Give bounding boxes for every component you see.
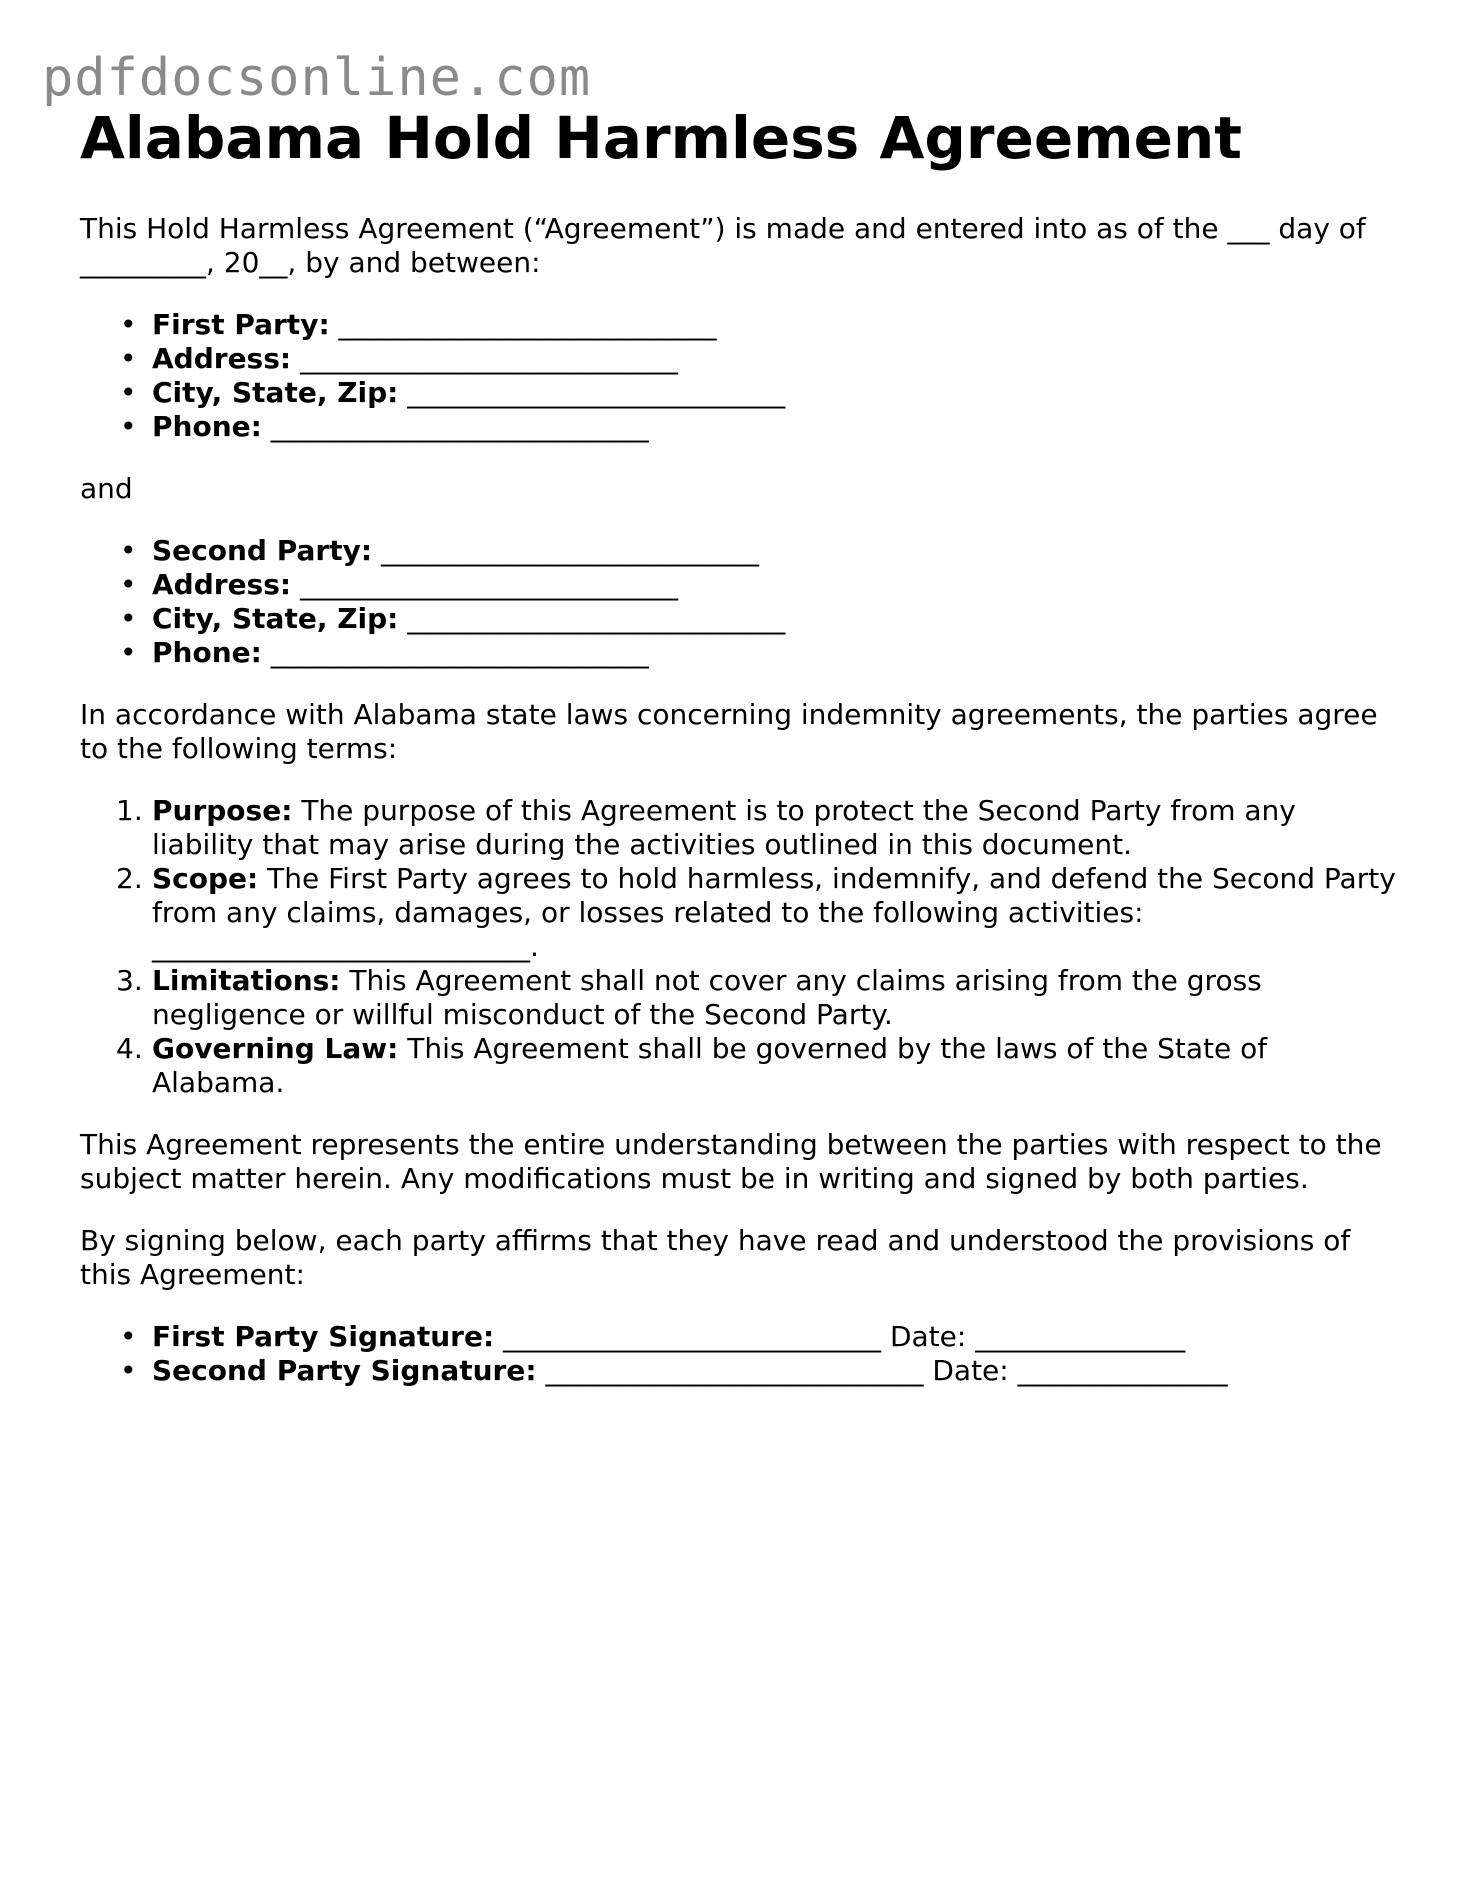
- field-blank[interactable]: ___________________________: [407, 376, 786, 409]
- second-party-city-field: [80, 602, 1400, 636]
- term-label: Governing Law:: [152, 1032, 399, 1065]
- field-blank[interactable]: ___________________________: [407, 602, 786, 635]
- date-label: Date:: [932, 1354, 1009, 1387]
- term-number: 1.: [116, 794, 143, 827]
- date-blank[interactable]: _______________: [975, 1320, 1186, 1353]
- term-number: 3.: [116, 964, 143, 997]
- signature-label: First Party Signature:: [152, 1320, 495, 1353]
- second-party-phone-field: [80, 636, 1400, 670]
- second-party-signature-line: [80, 1354, 1400, 1388]
- term-purpose: [80, 794, 1400, 862]
- date-blank[interactable]: _______________: [1017, 1354, 1228, 1387]
- term-scope: [80, 862, 1400, 964]
- first-party-name-field: [80, 308, 1400, 342]
- field-label: First Party:: [152, 308, 330, 341]
- field-label: Phone:: [152, 410, 262, 443]
- watermark-text: pdfdocsonline.com: [42, 48, 592, 108]
- first-party-phone-field: [80, 410, 1400, 444]
- field-label: Address:: [152, 568, 292, 601]
- signing-intro: By signing below, each party affirms that they have read and understood the provisions of this Agreement:: [80, 1224, 1351, 1291]
- terms-list: [80, 794, 1400, 1100]
- term-label: Scope:: [152, 862, 259, 895]
- term-text: The purpose of this Agreement is to protect the Second Party from any liability that may arise during the activities outlined in this document.: [152, 794, 1296, 861]
- first-party-city-field: [80, 376, 1400, 410]
- document-title: Alabama Hold Harmless Agreement: [80, 104, 1242, 172]
- field-blank[interactable]: ___________________________: [338, 308, 717, 341]
- intro-paragraph: This Hold Harmless Agreement (“Agreement”) is made and entered into as of the ___ day of _________, 20__, by and between:: [80, 212, 1366, 279]
- first-party-fields: [80, 308, 1400, 444]
- first-party-address-field: [80, 342, 1400, 376]
- and-text: and: [80, 472, 133, 505]
- first-party-signature-line: [80, 1320, 1400, 1354]
- term-governing-law: [80, 1032, 1400, 1100]
- term-text: This Agreement shall not cover any claims arising from the gross negligence or willful misconduct of the Second Party.: [152, 964, 1262, 1031]
- signature-blank[interactable]: ___________________________: [545, 1354, 924, 1387]
- term-label: Purpose:: [152, 794, 293, 827]
- term-label: Limitations:: [152, 964, 341, 997]
- signature-lines: [80, 1320, 1400, 1388]
- field-label: Address:: [152, 342, 292, 375]
- term-text: This Agreement shall be governed by the laws of the State of Alabama.: [152, 1032, 1268, 1099]
- term-limitations: [80, 964, 1400, 1032]
- signature-label: Second Party Signature:: [152, 1354, 537, 1387]
- field-blank[interactable]: ___________________________: [380, 534, 759, 567]
- field-label: City, State, Zip:: [152, 376, 399, 409]
- field-label: City, State, Zip:: [152, 602, 399, 635]
- date-label: Date:: [889, 1320, 967, 1353]
- term-number: 2.: [116, 862, 143, 895]
- field-blank[interactable]: ___________________________: [270, 636, 649, 669]
- second-party-name-field: [80, 534, 1400, 568]
- field-blank[interactable]: ___________________________: [300, 342, 678, 375]
- field-label: Second Party:: [152, 534, 373, 567]
- entire-agreement-paragraph: This Agreement represents the entire understanding between the parties with respect to the subject matter herein. Any modifications must be in writing and signed by both parties.: [80, 1128, 1382, 1195]
- document-page: [80, 100, 1400, 1388]
- terms-intro: In accordance with Alabama state laws concerning indemnity agreements, the parties agree to the following terms:: [80, 698, 1378, 765]
- term-text: The First Party agrees to hold harmless, indemnify, and defend the Second Party from any claims, damages, or losses related to the following activities: ___________________________.: [152, 862, 1396, 963]
- field-blank[interactable]: ___________________________: [270, 410, 649, 443]
- second-party-fields: [80, 534, 1400, 670]
- second-party-address-field: [80, 568, 1400, 602]
- field-label: Phone:: [152, 636, 262, 669]
- term-number: 4.: [116, 1032, 143, 1065]
- signature-blank[interactable]: ___________________________: [503, 1320, 882, 1353]
- field-blank[interactable]: ___________________________: [300, 568, 678, 601]
